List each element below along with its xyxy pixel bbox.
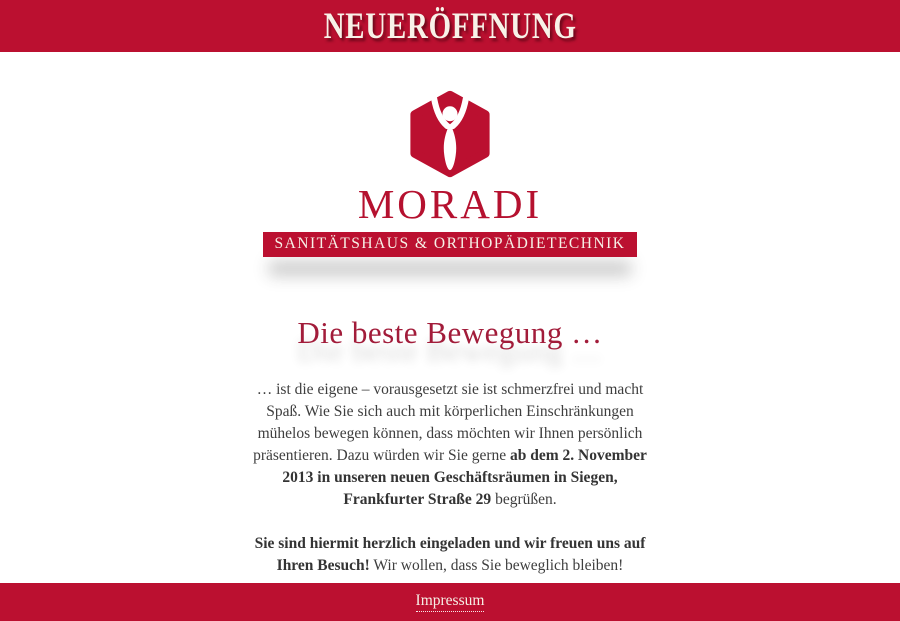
page-heading: Die beste Bewegung … [297,315,603,350]
logo [0,90,900,257]
intro-paragraph [241,379,659,511]
header-banner [0,0,900,52]
impressum-link[interactable]: Impressum [416,592,485,612]
intro-text-start: … ist die eigene – vorausgesetzt sie ist schmerzfrei und macht Spaß. Wie Sie sich auch mit körperlichen Einschränkungen mühelos bewegen können, dass möchten wir Ihnen persönlich präsentieren. Dazu würden wir Sie gerne [253,381,644,464]
banner-title: NEUERÖFFNUNG [323,5,577,47]
footer [0,583,900,621]
logo-tagline-band: SANITÄTSHAUS & ORTHOPÄDIETECHNIK [263,232,636,257]
body-copy [241,379,659,577]
intro-text-end: begrüßen. [491,491,557,508]
person-raised-arms-hexagon-icon [404,90,496,178]
intro-text-bold: ab dem 2. November 2013 in unseren neuen Geschäftsräumen in Siegen, Frankfurter Straße 29 [282,447,647,508]
invitation-text-normal: Wir wollen, dass Sie beweglich bleiben! [369,557,624,574]
invitation-paragraph [241,533,659,577]
logo-wordmark: MORADI [357,181,543,227]
invitation-text-bold: Sie sind hiermit herzlich eingeladen und wir freuen uns auf Ihren Besuch! [254,535,646,574]
main-content [0,52,900,583]
